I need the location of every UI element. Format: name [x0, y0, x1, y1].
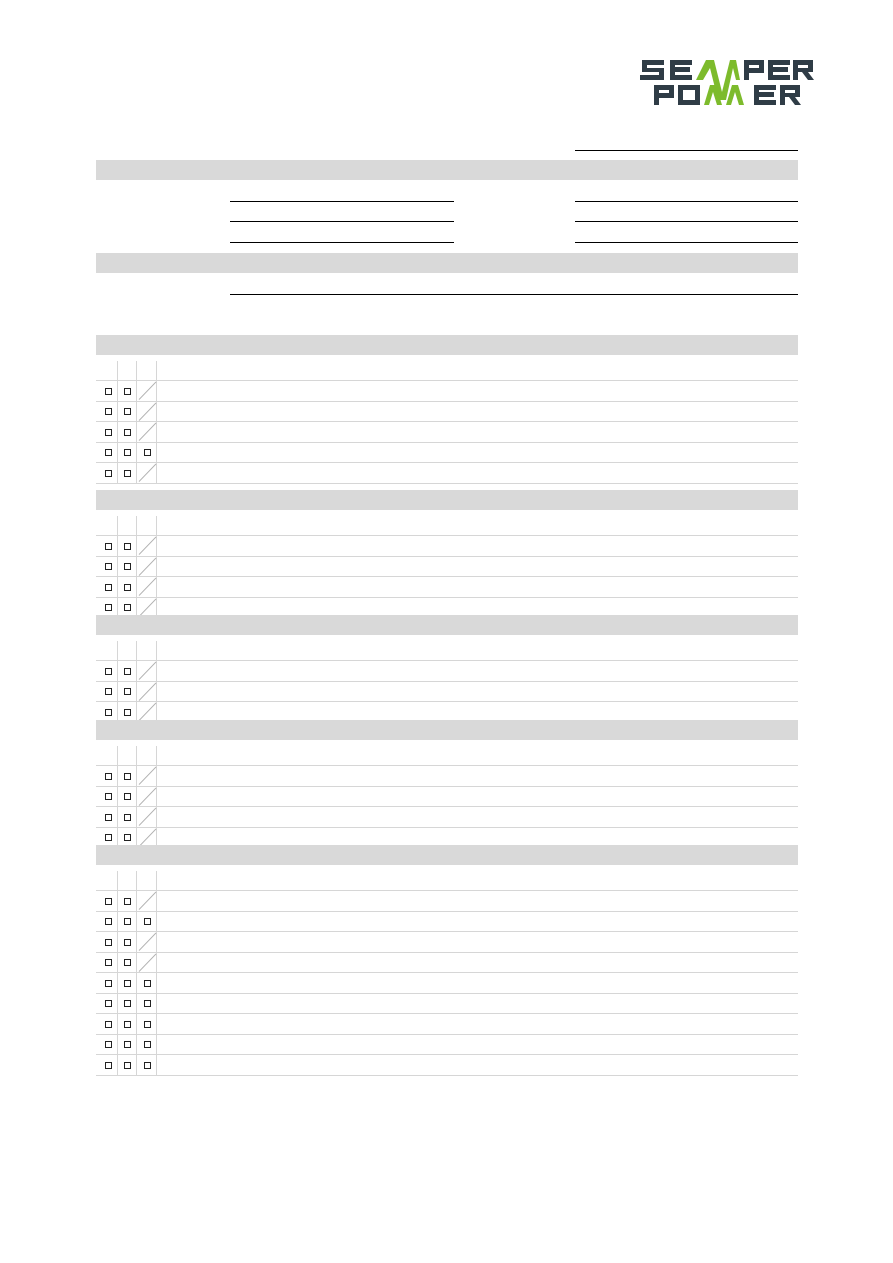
checkbox[interactable] — [105, 814, 112, 821]
checkbox[interactable] — [124, 814, 131, 821]
checkbox-cell — [99, 536, 118, 556]
checkbox[interactable] — [105, 898, 112, 905]
checkbox-cell — [138, 577, 157, 597]
checkbox[interactable] — [105, 408, 112, 415]
checkbox-cell — [138, 422, 157, 442]
not-applicable-slash-icon — [138, 702, 157, 722]
checkbox-cell — [99, 381, 118, 401]
checkbox[interactable] — [105, 1000, 112, 1007]
checkbox[interactable] — [105, 563, 112, 570]
checkbox-cell — [118, 536, 137, 556]
checkbox-cell — [118, 422, 137, 442]
not-applicable-slash-icon — [138, 463, 157, 483]
checkbox-cell — [118, 402, 137, 422]
not-applicable-slash-icon — [138, 557, 157, 577]
checklist-header-row — [96, 746, 798, 766]
checklist-header-row — [96, 871, 798, 891]
not-applicable-slash-icon — [138, 766, 157, 786]
column-divider — [118, 516, 137, 535]
not-applicable-slash-icon — [138, 402, 157, 422]
checklist-row — [96, 577, 798, 598]
not-applicable-slash-icon — [138, 422, 157, 442]
checklist-row — [96, 973, 798, 994]
checklist-row — [96, 443, 798, 464]
column-divider — [99, 516, 118, 535]
checklist-section-5 — [96, 871, 798, 1076]
checkbox-cell — [99, 402, 118, 422]
checkbox-cell — [138, 463, 157, 483]
not-applicable-slash-icon — [138, 661, 157, 681]
checkbox-cell — [118, 766, 137, 786]
checkbox-cell — [138, 661, 157, 681]
checkbox-cell — [118, 702, 137, 722]
checkbox-cell — [99, 891, 118, 911]
checkbox-cell — [138, 1055, 157, 1075]
checkbox-cell — [99, 766, 118, 786]
section-band — [96, 490, 798, 510]
checkbox[interactable] — [105, 793, 112, 800]
column-divider — [99, 361, 118, 380]
checkbox-cell — [138, 536, 157, 556]
checkbox-cell — [99, 443, 118, 463]
checkbox-cell — [99, 557, 118, 577]
checklist-section-2 — [96, 516, 798, 618]
section-band — [96, 335, 798, 355]
checkbox[interactable] — [124, 449, 131, 456]
checkbox-cell — [99, 1035, 118, 1055]
checkbox-cell — [138, 932, 157, 952]
checkbox[interactable] — [124, 918, 131, 925]
checkbox[interactable] — [124, 604, 131, 611]
checklist-row — [96, 422, 798, 443]
column-divider — [118, 361, 137, 380]
checkbox-cell — [99, 661, 118, 681]
column-divider — [138, 641, 157, 660]
not-applicable-slash-icon — [138, 891, 157, 911]
not-applicable-slash-icon — [138, 807, 157, 827]
checkbox[interactable] — [124, 584, 131, 591]
checkbox-cell — [138, 994, 157, 1014]
checklist-row — [96, 381, 798, 402]
checkbox-cell — [99, 422, 118, 442]
not-applicable-slash-icon — [138, 536, 157, 556]
checkbox[interactable] — [105, 584, 112, 591]
not-applicable-slash-icon — [138, 932, 157, 952]
checklist-row — [96, 661, 798, 682]
checklist-row — [96, 682, 798, 703]
column-divider — [99, 746, 118, 765]
column-divider — [138, 361, 157, 380]
checkbox-cell — [138, 1014, 157, 1034]
checkbox[interactable] — [105, 470, 112, 477]
checkbox[interactable] — [105, 709, 112, 716]
checkbox-cell — [118, 1014, 137, 1034]
checkbox[interactable] — [124, 939, 131, 946]
checkbox[interactable] — [124, 1000, 131, 1007]
checklist-section-4 — [96, 746, 798, 848]
field-line[interactable] — [230, 201, 454, 202]
checkbox-cell — [118, 443, 137, 463]
checkbox[interactable] — [144, 1000, 151, 1007]
checkbox-cell — [118, 1055, 137, 1075]
checkbox-cell — [118, 807, 137, 827]
checkbox-cell — [99, 1055, 118, 1075]
field-line[interactable] — [575, 201, 798, 202]
checklist-row — [96, 1035, 798, 1056]
checkbox-cell — [118, 932, 137, 952]
not-applicable-slash-icon — [138, 682, 157, 702]
checklist-row — [96, 953, 798, 974]
checkbox[interactable] — [144, 980, 151, 987]
checklist-section-3 — [96, 641, 798, 723]
section-band — [96, 253, 798, 273]
checklist-row — [96, 891, 798, 912]
checkbox[interactable] — [124, 834, 131, 841]
section-band — [96, 615, 798, 635]
checkbox[interactable] — [124, 388, 131, 395]
checkbox[interactable] — [105, 604, 112, 611]
checkbox-cell — [118, 557, 137, 577]
checkbox[interactable] — [124, 959, 131, 966]
checkbox[interactable] — [124, 408, 131, 415]
checkbox[interactable] — [124, 1041, 131, 1048]
checkbox-cell — [138, 912, 157, 932]
checkbox[interactable] — [124, 980, 131, 987]
checklist-row — [96, 402, 798, 423]
field-line[interactable] — [575, 242, 798, 243]
checkbox-cell — [118, 381, 137, 401]
checklist-section-1 — [96, 361, 798, 484]
checkbox[interactable] — [124, 709, 131, 716]
checkbox[interactable] — [105, 773, 112, 780]
checkbox[interactable] — [105, 429, 112, 436]
column-divider — [99, 641, 118, 660]
checkbox[interactable] — [105, 939, 112, 946]
checkbox[interactable] — [105, 918, 112, 925]
checklist-header-row — [96, 641, 798, 661]
checklist-row — [96, 807, 798, 828]
checkbox[interactable] — [105, 1041, 112, 1048]
checkbox-cell — [99, 953, 118, 973]
checkbox[interactable] — [124, 1021, 131, 1028]
checkbox[interactable] — [124, 563, 131, 570]
checkbox-cell — [99, 463, 118, 483]
checkbox-cell — [99, 932, 118, 952]
checkbox[interactable] — [124, 773, 131, 780]
checkbox-cell — [99, 912, 118, 932]
field-line[interactable] — [575, 221, 798, 222]
not-applicable-slash-icon — [138, 787, 157, 807]
checkbox-cell — [118, 953, 137, 973]
checkbox[interactable] — [105, 668, 112, 675]
column-divider — [118, 746, 137, 765]
checkbox[interactable] — [105, 688, 112, 695]
field-line[interactable] — [575, 150, 798, 151]
checkbox[interactable] — [144, 1062, 151, 1069]
section-band — [96, 845, 798, 865]
checkbox-cell — [138, 702, 157, 722]
checklist-row — [96, 994, 798, 1015]
checkbox-cell — [118, 682, 137, 702]
checklist-row — [96, 1055, 798, 1076]
checkbox-cell — [138, 443, 157, 463]
checkbox[interactable] — [144, 1021, 151, 1028]
column-divider — [99, 871, 118, 890]
checkbox-cell — [138, 787, 157, 807]
checkbox-cell — [99, 682, 118, 702]
checkbox-cell — [118, 661, 137, 681]
checkbox[interactable] — [124, 898, 131, 905]
checkbox-cell — [138, 953, 157, 973]
checkbox-cell — [138, 557, 157, 577]
field-line[interactable] — [230, 221, 454, 222]
checkbox-cell — [138, 807, 157, 827]
semper-power-logo — [640, 52, 816, 112]
column-divider — [118, 641, 137, 660]
checkbox-cell — [99, 994, 118, 1014]
checkbox-cell — [118, 994, 137, 1014]
checkbox-cell — [99, 1014, 118, 1034]
not-applicable-slash-icon — [138, 577, 157, 597]
checkbox-cell — [138, 682, 157, 702]
checkbox[interactable] — [124, 668, 131, 675]
checklist-row — [96, 932, 798, 953]
checkbox-cell — [118, 787, 137, 807]
checkbox[interactable] — [105, 834, 112, 841]
checkbox-cell — [138, 891, 157, 911]
checkbox[interactable] — [105, 543, 112, 550]
checklist-row — [96, 787, 798, 808]
checkbox-cell — [138, 1035, 157, 1055]
checklist-header-row — [96, 361, 798, 381]
checkbox[interactable] — [105, 1062, 112, 1069]
checklist-header-row — [96, 516, 798, 536]
checkbox[interactable] — [105, 980, 112, 987]
checkbox[interactable] — [105, 449, 112, 456]
checkbox-cell — [138, 402, 157, 422]
not-applicable-slash-icon — [138, 381, 157, 401]
checkbox-cell — [118, 1035, 137, 1055]
column-divider — [138, 871, 157, 890]
checkbox-cell — [138, 766, 157, 786]
section-band — [96, 720, 798, 740]
checkbox-cell — [99, 807, 118, 827]
checklist-row — [96, 557, 798, 578]
checkbox-cell — [118, 463, 137, 483]
checkbox-cell — [99, 702, 118, 722]
field-line[interactable] — [230, 294, 798, 295]
section-band — [96, 160, 798, 180]
checklist-row — [96, 536, 798, 557]
checkbox-cell — [118, 973, 137, 993]
checkbox[interactable] — [105, 388, 112, 395]
checkbox[interactable] — [124, 1062, 131, 1069]
checkbox[interactable] — [105, 959, 112, 966]
checklist-row — [96, 463, 798, 484]
field-line[interactable] — [230, 242, 454, 243]
checkbox-cell — [118, 912, 137, 932]
checkbox-cell — [138, 973, 157, 993]
column-divider — [138, 746, 157, 765]
column-divider — [138, 516, 157, 535]
checklist-row — [96, 912, 798, 933]
checkbox[interactable] — [124, 793, 131, 800]
not-applicable-slash-icon — [138, 953, 157, 973]
column-divider — [118, 871, 137, 890]
checkbox[interactable] — [124, 470, 131, 477]
checkbox-cell — [99, 973, 118, 993]
checkbox-cell — [118, 891, 137, 911]
checkbox-cell — [99, 577, 118, 597]
checkbox[interactable] — [124, 543, 131, 550]
checkbox-cell — [118, 577, 137, 597]
checklist-row — [96, 766, 798, 787]
checkbox[interactable] — [144, 449, 151, 456]
checkbox[interactable] — [144, 1041, 151, 1048]
checklist-row — [96, 1014, 798, 1035]
checkbox[interactable] — [105, 1021, 112, 1028]
checkbox-cell — [138, 381, 157, 401]
checkbox-cell — [99, 787, 118, 807]
checkbox[interactable] — [124, 429, 131, 436]
checkbox[interactable] — [124, 688, 131, 695]
checkbox[interactable] — [144, 918, 151, 925]
